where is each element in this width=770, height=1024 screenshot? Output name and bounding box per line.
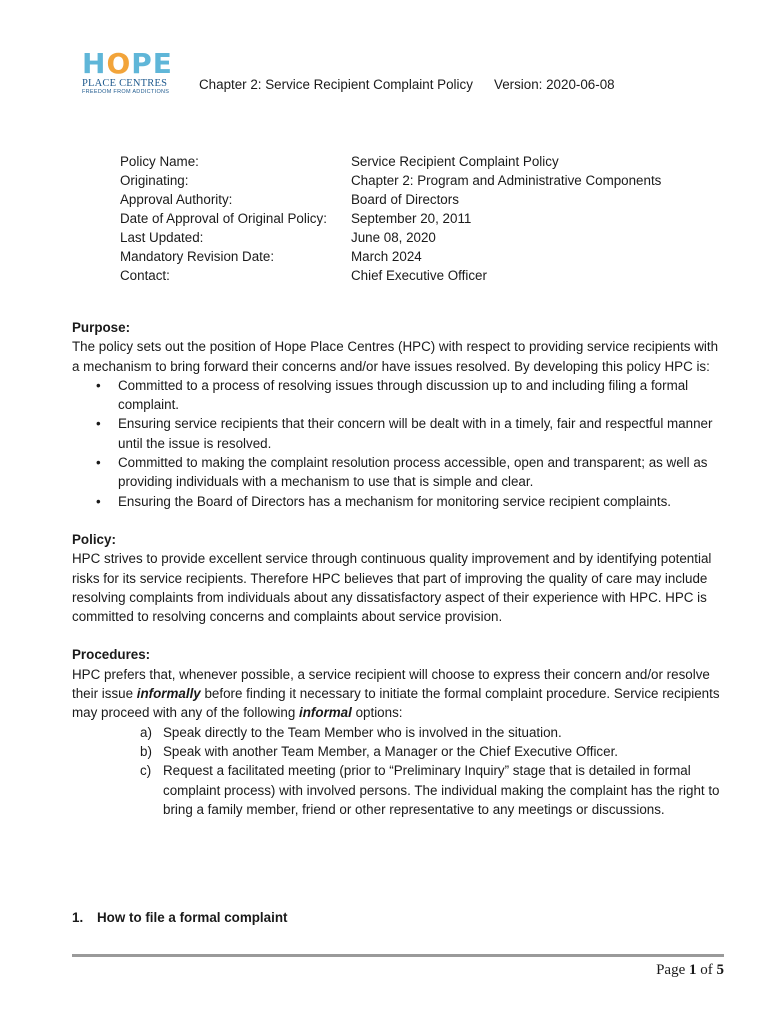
meta-label: Contact: <box>120 268 170 283</box>
policy-text: HPC strives to provide excellent service through continuous quality improvement and by identifying potential risks for its service recipients. Therefore HPC believes that part of improving the quality of care may include resolving complaints from individuals about any dissatisfactory aspect of their experience with HPC. HPC is committed to resolving concerns and complaints about service provision. <box>72 551 712 625</box>
header-version: Version: 2020-06-08 <box>494 77 615 92</box>
logo-wordmark: HOPE <box>82 47 173 80</box>
list-marker: a) <box>140 724 152 740</box>
purpose-intro: The policy sets out the position of Hope Place Centres (HPC) with respect to providing service recipients with a mechanism to bring forward their concerns and/or have issues resolved. By developing this policy HPC is: <box>72 339 719 374</box>
meta-value: Chief Executive Officer <box>351 268 487 283</box>
meta-label: Policy Name: <box>120 154 199 169</box>
bullet-icon: • <box>96 493 101 509</box>
meta-label: Date of Approval of Original Policy: <box>120 211 327 226</box>
hope-place-logo <box>82 47 174 96</box>
list-marker: c) <box>140 763 152 779</box>
meta-label: Last Updated: <box>120 230 204 245</box>
meta-row <box>120 209 661 228</box>
bullet-icon: • <box>96 377 101 393</box>
meta-row <box>120 228 661 247</box>
meta-value: September 20, 2011 <box>351 211 472 226</box>
list-item: a) Speak directly to the Team Member who is involved in the situation. <box>72 723 722 742</box>
meta-row <box>120 152 661 171</box>
emphasis-informal: informal <box>299 705 352 721</box>
meta-row <box>120 190 661 209</box>
meta-value: March 2024 <box>351 249 422 264</box>
section-1-heading: 1. How to file a formal complaint <box>72 910 288 925</box>
meta-value: June 08, 2020 <box>351 230 436 245</box>
logo-tagline: FREEDOM FROM ADDICTIONS <box>82 89 170 95</box>
procedures-heading: Procedures: <box>72 647 151 663</box>
policy-meta-table <box>120 152 661 285</box>
list-item: b) Speak with another Team Member, a Manager or the Chief Executive Officer. <box>72 742 722 761</box>
meta-row <box>120 171 661 190</box>
meta-row <box>120 266 661 285</box>
footer-divider <box>72 954 724 957</box>
meta-row <box>120 247 661 266</box>
list-item: • Committed to making the complaint resolution process accessible, open and transparent; as well as providing individuals with a mechanism to use that is simple and clear. <box>96 455 708 490</box>
list-item: • Ensuring service recipients that their concern will be dealt with in a timely, fair and respectful manner until the issue is resolved. <box>96 416 713 451</box>
header-title: Chapter 2: Service Recipient Complaint Policy <box>199 77 473 92</box>
meta-value: Board of Directors <box>351 192 459 207</box>
meta-value: Chapter 2: Program and Administrative Components <box>351 173 662 188</box>
procedures-text: HPC prefers that, whenever possible, a service recipient will choose to express their concern and/or resolve their issue informally before finding it necessary to initiate the formal complaint procedure. Service recipients may proceed with any of the following informal options: <box>72 666 720 721</box>
purpose-heading: Purpose: <box>72 320 131 335</box>
list-item: • Ensuring the Board of Directors has a mechanism for monitoring service recipient complaints. <box>72 492 722 511</box>
bullet-icon: • <box>96 455 101 471</box>
policy-heading: Policy: <box>72 531 116 547</box>
purpose-bullet-list <box>72 376 722 511</box>
list-item: • Committed to a process of resolving issues through discussion up to and including filing a formal complaint. <box>96 377 689 413</box>
bullet-icon: • <box>96 416 101 432</box>
meta-label: Originating: <box>120 173 189 188</box>
emphasis-informally: informally <box>136 686 201 702</box>
meta-value: Service Recipient Complaint Policy <box>351 154 559 169</box>
meta-label: Approval Authority: <box>120 192 233 207</box>
page-number: Page 1 of 5 <box>656 962 724 978</box>
logo-subtitle: PLACE CENTRES <box>82 78 168 89</box>
list-marker: b) <box>140 743 152 759</box>
informal-options-list <box>72 723 722 819</box>
document-body <box>72 318 722 819</box>
list-item: c) Request a facilitated meeting (prior to “Preliminary Inquiry” stage that is detailed in formal complaint process) with involved persons. The individual making the complaint has the right to bring a family member, friend or other representative to any meetings or discussions. <box>140 763 720 817</box>
meta-label: Mandatory Revision Date: <box>120 249 275 264</box>
